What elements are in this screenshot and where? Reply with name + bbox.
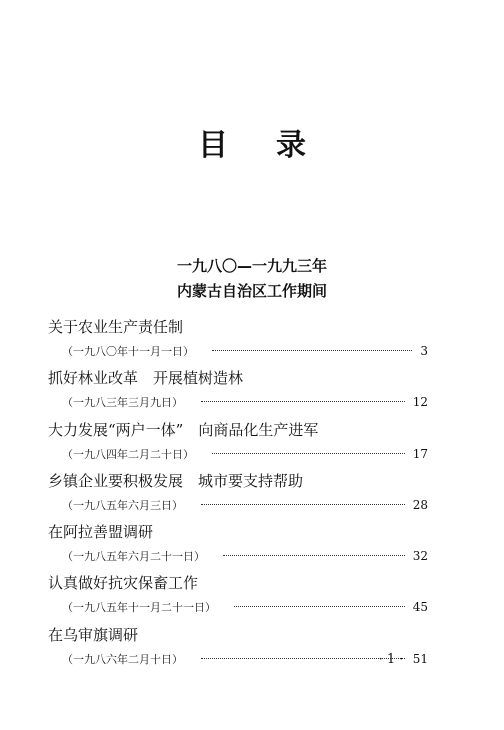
section-heading-region: 内蒙古自治区工作期间 [176, 282, 327, 300]
toc-entry-date: （一九八〇年十一月一日） [62, 345, 194, 358]
toc-entry-title: 关于农业生产责任制 [48, 318, 184, 336]
page-number: · 1 · [378, 652, 404, 667]
toc-entry-page: 3 [420, 344, 428, 358]
toc-entry-page: 12 [412, 395, 428, 410]
dot-leader [201, 504, 405, 505]
toc-entry-page: 28 [412, 497, 428, 512]
toc-entry-title: 在乌审旗调研 [48, 625, 139, 644]
toc-entry[interactable] [48, 316, 428, 367]
dot-leader [234, 606, 405, 607]
toc-entry-date: （一九八五年十一月二十一日） [62, 601, 216, 615]
table-of-contents [48, 316, 428, 675]
section-heading-years: 一九八〇—一九九三年 [176, 257, 327, 275]
toc-entry[interactable] [48, 419, 428, 470]
toc-entry-page: 17 [412, 446, 428, 461]
toc-entry-page: 32 [412, 549, 428, 564]
toc-entry-page: 51 [412, 651, 428, 666]
toc-entry-title: 在阿拉善盟调研 [48, 523, 154, 542]
page-title: 目录 [198, 128, 354, 163]
dot-leader [212, 453, 405, 454]
toc-entry-date: （一九八三年三月九日） [62, 396, 183, 410]
toc-entry-date: （一九八六年二月十日） [62, 652, 183, 666]
toc-entry-title: 认真做好抗灾保畜工作 [48, 574, 199, 593]
dot-leader [212, 350, 412, 351]
toc-entry[interactable] [48, 470, 428, 521]
dot-leader [223, 555, 405, 556]
toc-entry-date: （一九八四年二月二十日） [62, 447, 194, 461]
dot-leader [201, 401, 405, 402]
toc-entry-title: 乡镇企业要积极发展 城市要支持帮助 [48, 471, 304, 490]
toc-entry[interactable] [48, 572, 428, 623]
toc-entry-title: 抓好林业改革 开展植树造林 [48, 369, 244, 388]
toc-entry-date: （一九八五年六月三日） [62, 498, 183, 512]
toc-entry-title: 大力发展“两户一体” 向商品化生产进军 [48, 420, 319, 439]
toc-entry-date: （一九八五年六月二十一日） [62, 550, 205, 564]
toc-entry-page: 45 [412, 600, 428, 615]
toc-entry[interactable] [48, 367, 428, 418]
toc-entry[interactable] [48, 521, 428, 572]
